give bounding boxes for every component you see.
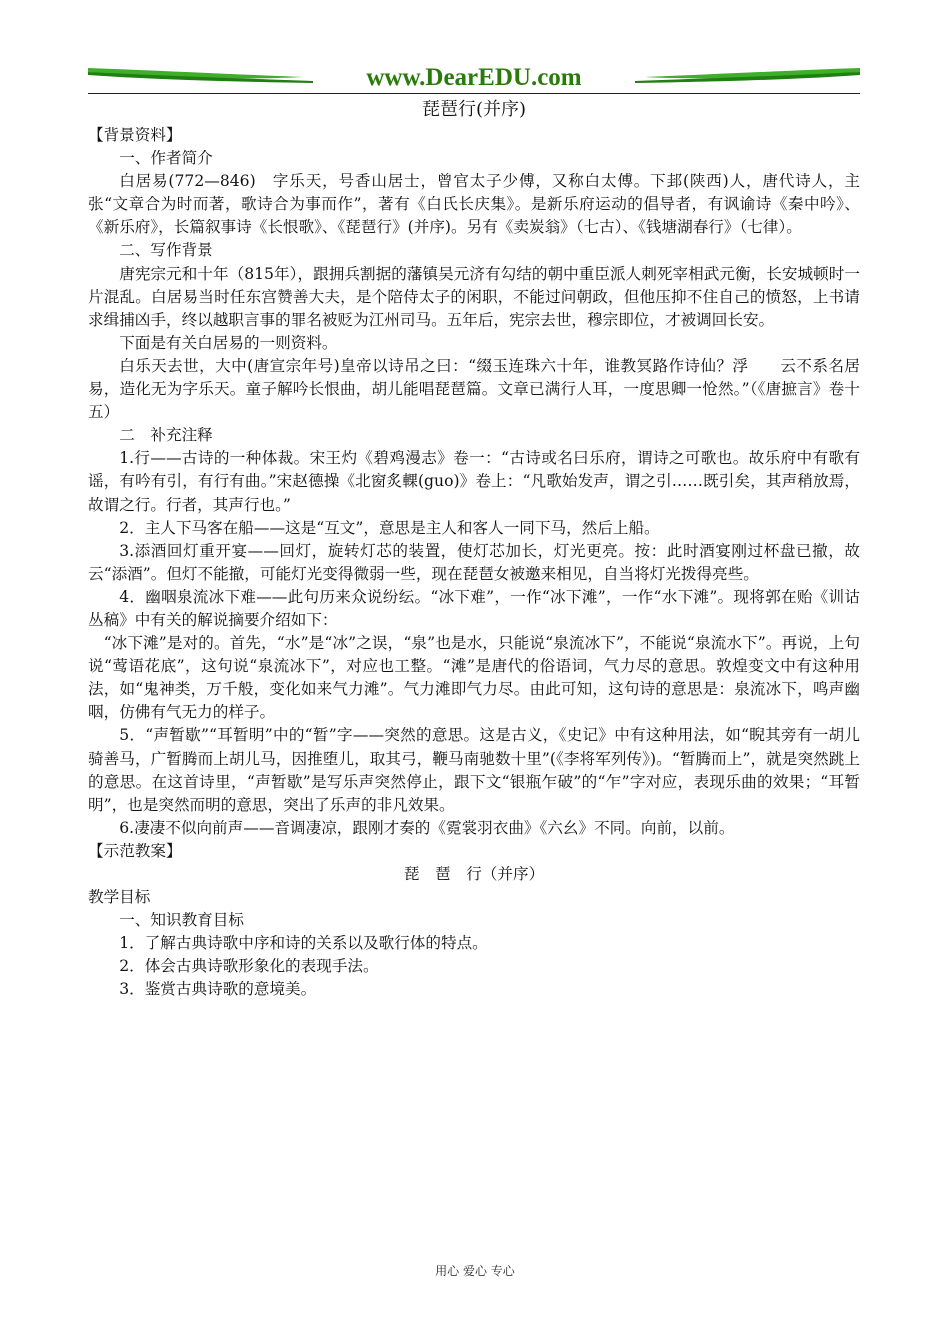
heading-knowledge-goals: 一、知识教育目标 (119, 911, 244, 930)
note-5: 5．“声暂歇”“耳暂明”中的“暂”字——突然的意思。这是古义，《史记》中有这种用法，如“睨其旁有一胡儿骑善马，广暂腾而上胡儿马，因推堕儿，取其弓，鞭马南驰数十里”(《李将军列传》)。“暂腾而上”，就是突然跳上的意思。在这首诗里，“声暂歇”是写乐声突然停止，跟下文“银瓶乍破”的“乍”字对应，表现乐曲的效果；“耳暂明”，也是突然而明的意思，突出了乐声的非凡效果。 (88, 726, 860, 814)
goal-2: 2．体会古典诗歌形象化的表现手法。 (119, 957, 379, 976)
note-2: 2．主人下马客在船——这是“互文”，意思是主人和客人一同下马，然后上船。 (119, 518, 660, 537)
goal-1: 1．了解古典诗歌中序和诗的关系以及歌行体的特点。 (119, 934, 488, 953)
heading-author-intro: 一、作者简介 (119, 149, 213, 168)
note-6: 6.凄凄不似向前声——音调凄凉，跟刚才奏的《霓裳羽衣曲》《六幺》不同。向前，以前。 (119, 818, 735, 837)
site-logo: www.DearEDU.com (366, 64, 582, 91)
note-3: 3.添酒回灯重开宴——回灯，旋转灯芯的装置，使灯芯加长，灯光更亮。按：此时酒宴刚过杯盘已撤，故云“添酒”。但灯不能撤，可能灯光变得微弱一些，现在琵琶女被邀来相见，自当将灯光拨得亮些。 (88, 541, 860, 583)
goal-3: 3．鉴赏古典诗歌的意境美。 (119, 980, 317, 999)
lesson-plan-title: 琵 琶 行（并序） (403, 865, 545, 883)
paragraph-author: 白居易(772—846) 字乐天，号香山居士，曾官太子少傅，又称白太傅。下邽(陕西)人，唐代诗人，主张“文章合为时而著，歌诗合为事而作”，著有《白氏长庆集》。是新乐府运动的倡导者，有讽谕诗《秦中吟》、《新乐府》，长篇叙事诗《长恨歌》、《琵琶行》(并序)。另有《卖炭翁》（七古）、《钱塘湖春行》（七律）。 (88, 172, 860, 237)
document-body (88, 97, 860, 1002)
note-1: 1.行——古诗的一种体裁。宋王灼《碧鸡漫志》卷一：“古诗或名曰乐府，谓诗之可歌也。故乐府中有歌有谣，有吟有引，有行有曲。”宋赵德操《北窗炙輠(guo)》卷上：“凡歌始发声，谓之引……既引矣，其声稍放焉，故谓之行。行者，其声行也。” (88, 449, 860, 514)
section-tag-background: 【背景资料】 (88, 126, 182, 144)
heading-teaching-goals: 教学目标 (88, 888, 151, 907)
paragraph-elegy-poem: 白乐天去世，大中(唐宣宗年号)皇帝以诗吊之曰：“缀玉连珠六十年，谁教冥路作诗仙？浮 云不系名居易，造化无为字乐天。童子解吟长恨曲，胡儿能唱琵琶篇。文章已满行人耳，一度思卿一怆然。”（《唐摭言》卷十五） (88, 356, 860, 422)
site-header (88, 62, 860, 96)
note-4-explanation: “冰下滩”是对的。首先，“水”是“冰”之误，“泉”也是水，只能说“泉流冰下”，不能说“泉流水下”。再说，上句说“莺语花底”，这句说“泉流冰下”，对应也工整。“滩”是唐代的俗语词，气力尽的意思。敦煌变文中有这种用法，如“鬼神类，万千般，变化如来气力滩”。气力滩即气力尽。由此可知，这句诗的意思是：泉流冰下，鸣声幽咽，仿佛有气无力的样子。 (88, 634, 860, 722)
header-rule (88, 93, 860, 94)
heading-writing-background: 二、写作背景 (119, 241, 213, 260)
paragraph-intro-material: 下面是有关白居易的一则资料。 (119, 333, 338, 352)
note-4: 4．幽咽泉流冰下难——此句历来众说纷纭。“冰下难”，一作“冰下滩”，一作“水下滩”。现将郭在贻《训诂丛稿》中有关的解说摘要介绍如下： (88, 587, 860, 629)
page-footer: 用心 爱心 专心 (435, 1264, 515, 1278)
document-title: 琵琶行(并序) (421, 99, 527, 120)
paragraph-background: 唐宪宗元和十年（815年），跟拥兵割据的藩镇吴元济有勾结的朝中重臣派人刺死宰相武元衡，长安城顿时一片混乱。白居易当时任东宫赞善大夫，是个陪侍太子的闲职，不能过问朝政，但他压抑不住自己的愤怒，上书请求缉捕凶手，终以越职言事的罪名被贬为江州司马。五年后，宪宗去世，穆宗即位，才被调回长安。 (88, 264, 860, 329)
heading-notes: 二 补充注释 (119, 426, 213, 445)
section-tag-lesson-plan: 【示范教案】 (88, 841, 182, 860)
